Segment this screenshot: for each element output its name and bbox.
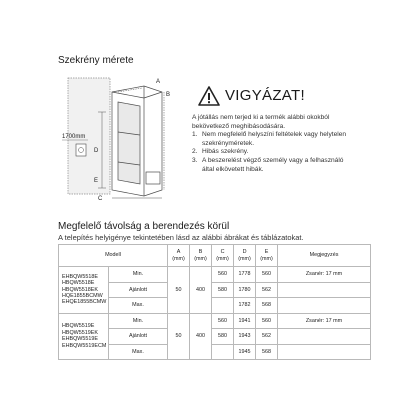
row-label: Max. (109, 344, 168, 360)
warning-list (192, 131, 348, 174)
value-a: 50 (168, 313, 190, 360)
value-b: 400 (190, 267, 212, 314)
value-c: 580 (212, 282, 234, 298)
value-e: 568 (256, 344, 278, 360)
value-d: 1780 (234, 282, 256, 298)
model-list: EHBQW5518E HBQW5518E HBQW5518EK HQE1855BCMW EHQE1855BCMW (59, 267, 109, 314)
value-note: Zsanér: 17 mm (278, 313, 371, 329)
warning-triangle-icon (198, 86, 220, 106)
table-row (59, 313, 371, 329)
table-header-row (59, 245, 371, 267)
warning-item: 3. A beszerelést végző személy vagy a felhasználó által elkövetett hibák. (192, 156, 344, 173)
dimension-letter-e: E (94, 178, 99, 184)
header-note: Megjegyzés (278, 245, 371, 267)
header-d: D (mm) (234, 245, 256, 267)
value-note (278, 344, 371, 360)
header-a: A (mm) (168, 245, 190, 267)
distance-section-title: Megfelelő távolság a berendezés körül (58, 221, 230, 232)
value-e: 562 (256, 282, 278, 298)
row-label: Max. (109, 298, 168, 314)
value-d: 1945 (234, 344, 256, 360)
value-c: 560 (212, 313, 234, 329)
warning-item: 1. Nem megfelelő helyszíni feltételek vagy helytelen szekrényméretek. (192, 131, 347, 147)
dimension-letter-b: B (166, 92, 171, 98)
row-label: Min. (109, 267, 168, 283)
value-note: Zsanér: 17 mm (278, 267, 371, 283)
cabinet-installation-diagram (58, 72, 190, 204)
value-e: 562 (256, 329, 278, 345)
warning-header (190, 83, 347, 109)
dimension-letter-c: C (98, 196, 103, 202)
header-model: Modell (59, 245, 168, 267)
warning-title: VIGYÁZAT! (225, 87, 305, 104)
value-c (212, 344, 234, 360)
table-row (59, 267, 371, 283)
power-socket-icon (76, 144, 86, 156)
clearance-table (58, 244, 371, 360)
value-c: 580 (212, 329, 234, 345)
distance-section-subtitle: A telepítés helyigénye tekintetében lásd az alábbi ábrákat és táblázatokat. (58, 233, 304, 242)
value-c: 560 (212, 267, 234, 283)
value-d: 1943 (234, 329, 256, 345)
header-c: C (mm) (212, 245, 234, 267)
warning-box (190, 83, 347, 182)
warning-body (192, 114, 348, 174)
dimension-letter-d: D (94, 148, 99, 154)
value-e: 568 (256, 298, 278, 314)
warning-item: 2. Hibás szekrény. (192, 148, 249, 156)
value-b: 400 (190, 313, 212, 360)
row-label: Ajánlott (109, 329, 168, 345)
value-e: 560 (256, 313, 278, 329)
model-list: HBQW5519E HBQW5519EK EHBQW5519E EHBQW5519ECM (59, 313, 109, 360)
value-e: 560 (256, 267, 278, 283)
value-a: 50 (168, 267, 190, 314)
value-d: 1778 (234, 267, 256, 283)
height-dimension-label: 1700mm (62, 134, 86, 140)
warning-intro: A jótállás nem terjed ki a termék alábbi okokból bekövetkező meghibásodására. (192, 114, 330, 130)
value-d: 1782 (234, 298, 256, 314)
value-note (278, 329, 371, 345)
value-d: 1941 (234, 313, 256, 329)
header-b: B (mm) (190, 245, 212, 267)
value-c (212, 298, 234, 314)
header-e: E (mm) (256, 245, 278, 267)
cabinet-size-title: Szekrény mérete (58, 55, 134, 66)
row-label: Ajánlott (109, 282, 168, 298)
value-note (278, 282, 371, 298)
row-label: Min. (109, 313, 168, 329)
dimension-letter-a: A (156, 79, 161, 85)
value-note (278, 298, 371, 314)
